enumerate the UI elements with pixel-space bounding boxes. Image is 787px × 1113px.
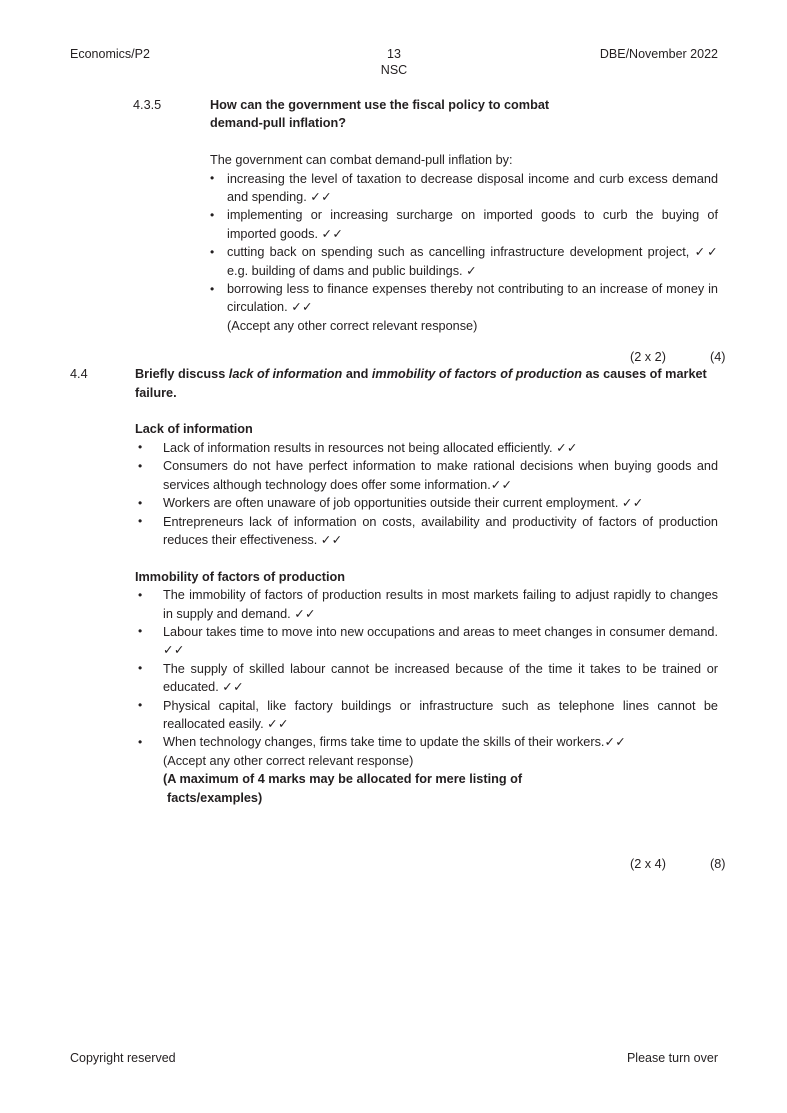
list-item — [138, 513, 718, 550]
bullet-text: The supply of skilled labour cannot be increased because of the time it takes to be trained or educated. — [163, 661, 718, 695]
question-44-title-lead: Briefly discuss — [135, 367, 229, 382]
question-44-marks-total: (8) — [710, 857, 726, 872]
question-44 — [70, 365, 726, 872]
question-number-44: 4.4 — [70, 367, 88, 382]
list-item — [138, 439, 718, 457]
question-435-footer-line — [227, 317, 718, 335]
header-curriculum: NSC — [380, 63, 408, 77]
document-body — [70, 96, 726, 872]
list-item — [138, 623, 718, 660]
lack-of-information-list — [135, 439, 718, 549]
question-435-title — [210, 96, 718, 133]
bullet-text: borrowing less to finance expenses thereby not contributing to an increase of money in circulation. — [227, 282, 718, 315]
question-435 — [70, 96, 726, 364]
bullet-text: increasing the level of taxation to decrease disposal income and curb excess demand and spending. — [227, 171, 718, 205]
tick-marks: ✓✓ — [222, 680, 244, 695]
question-44-max-note-line2 — [163, 789, 718, 807]
list-item — [138, 457, 718, 494]
bullet-text: Entrepreneurs lack of information on costs, availability and productivity of factors of production reduces their effectiveness. — [163, 514, 718, 547]
question-44-marks-calc: (2 x 4) — [630, 857, 666, 872]
question-435-lead: The government can combat demand-pull inflation by: — [210, 153, 513, 168]
question-number-435: 4.3.5 — [133, 98, 162, 112]
question-44-max-note-line2-text: facts/examples) — [167, 790, 263, 805]
bullet-text: Physical capital, like factory buildings or infrastructure such as telephone lines cannot be reallocated easily. — [163, 698, 718, 731]
bullet-text: Consumers do not have perfect information to make rational decisions when buying goods and services although technology does offer some information. — [163, 459, 718, 492]
question-435-answer-list — [210, 170, 718, 317]
bullet-text: Labour takes time to move into new occupations and areas to meet changes in consumer demand. — [163, 624, 718, 639]
bullet-text: implementing or increasing surcharge on imported goods to curb the buying of imported goods. — [227, 208, 718, 241]
question-435-title-line1: How can the government use the fiscal policy to combat — [210, 98, 550, 112]
tick-marks: ✓✓ — [694, 245, 718, 260]
header-page-number: 13 — [387, 47, 401, 61]
question-44-accept-note: (Accept any other correct relevant response) — [163, 753, 414, 768]
question-435-accept-note: (Accept any other correct relevant response) — [227, 318, 478, 333]
question-435-marks-calc: (2 x 2) — [630, 350, 666, 364]
question-44-title-italic-1: lack of information — [228, 367, 343, 382]
bullet-text: cutting back on spending such as cancelling infrastructure development project, — [227, 245, 690, 260]
list-item — [210, 243, 718, 280]
question-44-title-italic-2: immobility of factors of production — [371, 367, 582, 382]
tick-marks: ✓✓ — [621, 496, 644, 511]
bullet-text: The immobility of factors of production results in most markets failing to adjust rapidly to changes in supply and demand. — [163, 588, 718, 621]
bullet-text: When technology changes, firms take time to update the skills of their workers. — [163, 735, 605, 750]
tick-marks: ✓✓ — [321, 226, 344, 241]
footer-turn-over: Please turn over — [626, 1051, 718, 1065]
tick-marks: ✓✓ — [604, 735, 627, 750]
header-exam: DBE/November 2022 — [599, 47, 718, 61]
section-heading-lack-of-information: Lack of information — [135, 422, 253, 437]
tick-marks: ✓✓ — [294, 606, 316, 621]
question-44-title-mid: and — [342, 367, 372, 382]
list-item — [138, 660, 718, 697]
list-item — [138, 494, 718, 512]
section-heading-immobility: Immobility of factors of production — [135, 569, 346, 584]
question-44-title — [135, 365, 718, 402]
tick-marks: ✓✓ — [267, 716, 289, 731]
header-subject: Economics/P2 — [70, 47, 150, 61]
footer-copyright: Copyright reserved — [70, 1051, 176, 1065]
question-44-title-tail: as causes of market failure. — [135, 367, 707, 400]
tick-marks: ✓✓ — [310, 190, 332, 205]
immobility-list — [135, 586, 718, 752]
question-44-body — [135, 365, 718, 807]
question-435-marks-total: (4) — [710, 350, 726, 364]
tick-marks: ✓✓ — [291, 300, 313, 315]
list-item — [210, 170, 718, 207]
tick-marks: ✓✓ — [556, 440, 578, 455]
list-item — [210, 280, 718, 317]
tick-marks: ✓✓ — [320, 532, 343, 547]
tick-marks-continued: ✓ — [466, 263, 477, 278]
tick-marks: ✓✓ — [490, 477, 513, 492]
bullet-text: Workers are often unaware of job opportunities outside their current employment. — [163, 496, 619, 511]
list-item — [210, 206, 718, 243]
question-44-max-note-line1: (A maximum of 4 marks may be allocated for mere listing of — [163, 772, 523, 787]
list-item — [138, 586, 718, 623]
tick-marks: ✓✓ — [163, 643, 185, 658]
list-item — [138, 733, 718, 751]
list-item — [138, 697, 718, 734]
question-435-title-line2: demand-pull inflation? — [210, 116, 347, 131]
bullet-text-continued: e.g. building of dams and public buildings. — [227, 263, 463, 278]
question-435-body — [210, 96, 718, 335]
bullet-text: Lack of information results in resources not being allocated efficiently. — [163, 440, 553, 455]
